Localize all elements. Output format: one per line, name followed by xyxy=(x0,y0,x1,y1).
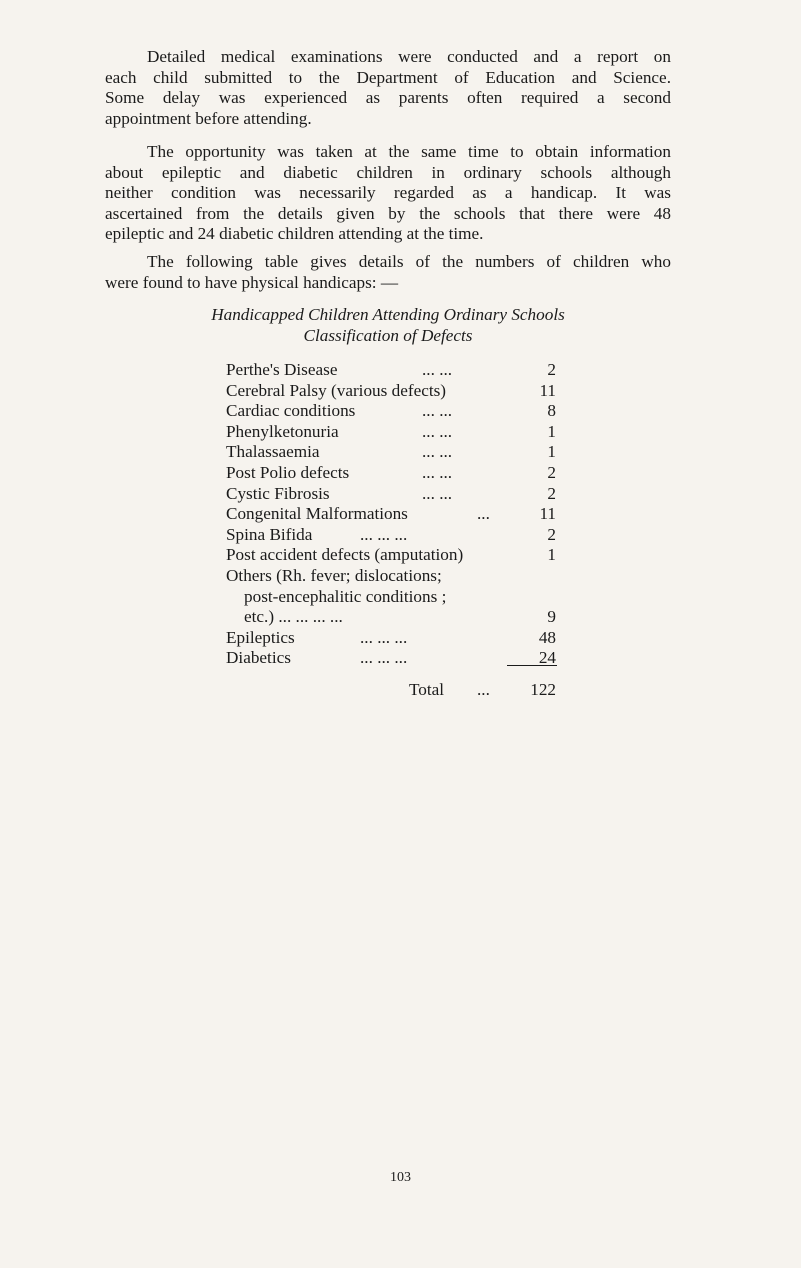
row-value: 2 xyxy=(547,462,556,482)
row-label: Cystic Fibrosis xyxy=(226,483,330,503)
row-value: 2 xyxy=(547,360,556,379)
row-value: 9 xyxy=(547,607,556,627)
text-line: The opportunity was taken at the same time to obtain information xyxy=(147,142,671,161)
defects-table xyxy=(226,360,556,669)
table-row xyxy=(226,360,556,381)
row-value: 1 xyxy=(547,421,556,441)
total-value: 122 xyxy=(530,680,556,699)
row-dots: ... ... xyxy=(422,483,453,503)
total-label: Total xyxy=(409,680,445,699)
row-value: 48 xyxy=(538,627,556,647)
text-line: each child submitted to the Department of Education and Science. xyxy=(105,67,671,87)
row-dots: ... ... ... xyxy=(360,627,408,647)
row-label: Cardiac conditions xyxy=(226,401,356,421)
row-value: 1 xyxy=(547,545,556,565)
row-dots: ... ... xyxy=(422,421,453,441)
row-value: 8 xyxy=(547,401,556,421)
row-dots: ... ... ... xyxy=(360,648,408,668)
table-row xyxy=(226,463,556,484)
table-row xyxy=(226,566,556,587)
paragraph-table-intro xyxy=(105,252,671,293)
table-row xyxy=(226,484,556,505)
text-line: were found to have physical handicaps: — xyxy=(105,272,399,292)
text-line: ascertained from the details given by the schools that there were 48 xyxy=(105,203,671,223)
row-label: Spina Bifida xyxy=(226,524,313,544)
row-label: Congenital Malformations xyxy=(226,504,408,524)
table-row xyxy=(226,401,556,422)
total-row xyxy=(226,680,556,701)
text-line: Some delay was experienced as parents often required a second xyxy=(105,88,671,108)
row-label: Post accident defects (amputation) xyxy=(226,545,464,565)
table-row xyxy=(226,504,556,525)
row-dots: ... ... xyxy=(422,401,453,421)
row-label: Phenylketonuria xyxy=(226,421,339,441)
row-label: etc.) ... ... ... ... xyxy=(244,607,343,627)
row-value: 11 xyxy=(539,504,556,524)
row-label: Thalassaemia xyxy=(226,442,320,462)
text-line: about epileptic and diabetic children in ordinary schools although xyxy=(105,162,671,182)
total-divider xyxy=(507,665,557,666)
row-dots: ... ... ... xyxy=(360,524,408,544)
page-number: 103 xyxy=(390,1170,411,1185)
table-row xyxy=(226,628,556,649)
row-label: post-encephalitic conditions ; xyxy=(244,586,447,606)
table-row xyxy=(226,422,556,443)
text-line: appointment before attending. xyxy=(105,108,312,128)
text-line: epileptic and 24 diabetic children attending at the time. xyxy=(105,224,484,244)
table-title: Handicapped Children Attending Ordinary Schools xyxy=(211,305,565,324)
row-dots: ... ... xyxy=(422,462,453,482)
text-line: Detailed medical examinations were conducted and a report on xyxy=(147,47,671,66)
table-row xyxy=(226,607,556,628)
table-row xyxy=(226,587,556,608)
paragraph-epileptic-diabetic xyxy=(105,142,671,245)
total-dots: ... xyxy=(477,680,490,699)
table-row xyxy=(226,545,556,566)
row-value: 24 xyxy=(538,648,556,668)
paragraph-medical-examinations xyxy=(105,47,671,129)
row-dots: ... ... xyxy=(422,442,453,462)
table-subtitle: Classification of Defects xyxy=(303,326,473,345)
row-label: Epileptics xyxy=(226,627,295,647)
row-dots: ... xyxy=(477,504,490,524)
text-line: The following table gives details of the numbers of children who xyxy=(147,252,671,271)
row-label: Perthe's Disease xyxy=(226,360,338,379)
row-label: Others (Rh. fever; dislocations; xyxy=(226,565,442,585)
table-row xyxy=(226,525,556,546)
row-value: 11 xyxy=(539,380,556,400)
text-line: neither condition was necessarily regarded as a handicap. It was xyxy=(105,183,671,203)
row-value: 2 xyxy=(547,524,556,544)
row-value: 1 xyxy=(547,442,556,462)
row-label: Post Polio defects xyxy=(226,462,350,482)
row-dots: ... ... xyxy=(422,360,453,379)
row-value: 2 xyxy=(547,483,556,503)
row-label: Cerebral Palsy (various defects) xyxy=(226,380,447,400)
table-row xyxy=(226,381,556,402)
table-row xyxy=(226,442,556,463)
row-label: Diabetics xyxy=(226,648,291,668)
